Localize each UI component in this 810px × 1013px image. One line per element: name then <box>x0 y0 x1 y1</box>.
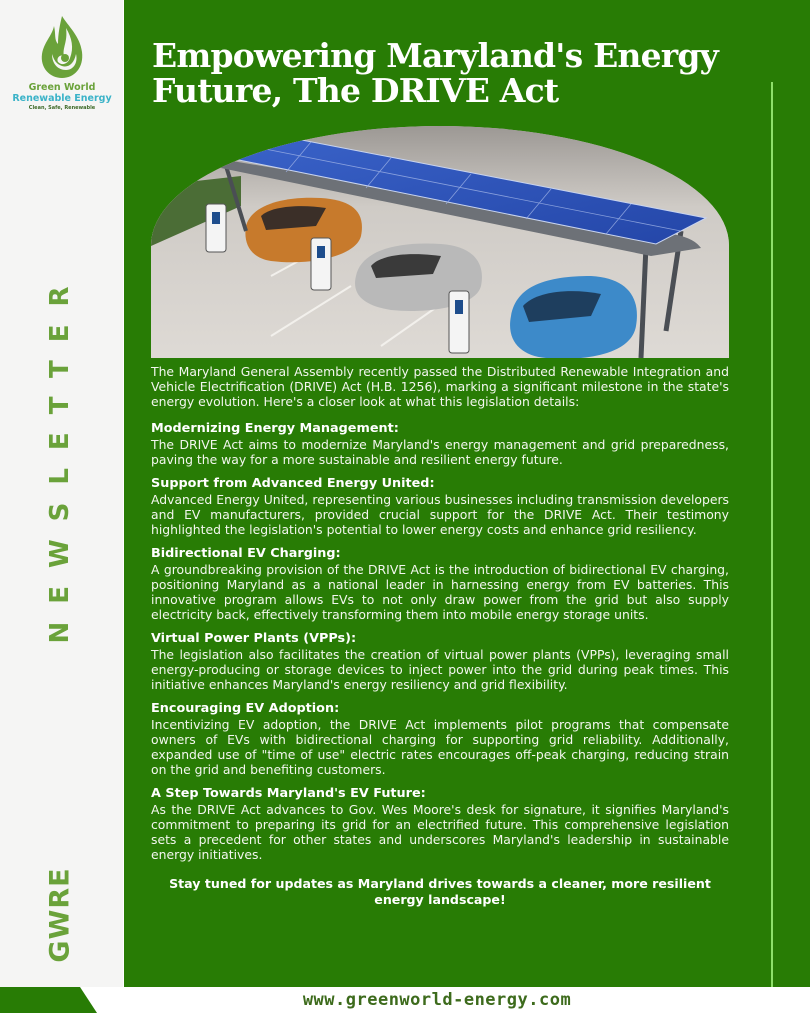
article-panel <box>124 0 810 987</box>
brand-name-line1: Green World <box>28 82 96 93</box>
section-heading: Bidirectional EV Charging: <box>151 546 341 561</box>
section-bidirectional <box>151 546 729 622</box>
section-modernizing <box>151 421 729 467</box>
section-heading: A Step Towards Maryland's EV Future: <box>151 786 426 801</box>
article-content <box>151 364 729 908</box>
solar-carport-illustration <box>151 126 729 358</box>
section-heading: Support from Advanced Energy United: <box>151 476 435 491</box>
section-heading: Encouraging EV Adoption: <box>151 701 340 716</box>
website-link[interactable]: www.greenworld-energy.com <box>302 990 572 1010</box>
article-intro: The Maryland General Assembly recently passed the Distributed Renewable Integration and Vehicle Electrification (DRIVE) Act (H.B. 1256), marking a significant milestone in the state's energy evolution. Here's a closer look at what this legislation details: <box>151 364 729 409</box>
brand-logo <box>8 14 116 112</box>
section-body: Advanced Energy United, representing various businesses including transmission developers and EV manufacturers, provided crucial support for the DRIVE Act. Their testimony highlighted the legislation's potential to lower energy costs and enhance grid resiliency. <box>151 492 729 537</box>
section-body: A groundbreaking provision of the DRIVE Act is the introduction of bidirectional EV charging, positioning Maryland as a national leader in harnessing energy from EV batteries. This innovative program allows EVs to not only draw power from the grid but also supply electricity back, effectively transforming them into mobile energy storage units. <box>151 562 729 622</box>
section-ev-future <box>151 786 729 862</box>
newsletter-vertical-label: NEWSLETTER <box>45 268 75 644</box>
bottom-left-accent <box>0 987 97 1013</box>
section-vpps <box>151 631 729 692</box>
section-body: The legislation also facilitates the creation of virtual power plants (VPPs), leveraging small energy-producing or storage devices to inject power into the grid during peak times. This initiative enhances Maryland's energy resiliency and grid flexibility. <box>151 647 729 692</box>
article-title: Empowering Maryland's Energy Future, The DRIVE Act <box>152 36 719 110</box>
sidebar <box>0 0 123 987</box>
closing-statement: Stay tuned for updates as Maryland drives towards a cleaner, more resilient energy landscape! <box>169 876 711 907</box>
section-ev-adoption <box>151 701 729 777</box>
section-heading: Virtual Power Plants (VPPs): <box>151 631 357 646</box>
section-heading: Modernizing Energy Management: <box>151 421 399 436</box>
section-body: Incentivizing EV adoption, the DRIVE Act implements pilot programs that compensate owners of EVs with bidirectional charging for supporting grid reliability. Additionally, expanded use of "time of use" electric rates encourages off-peak charging, reducing strain on the grid and benefiting customers. <box>151 717 729 777</box>
section-body: The DRIVE Act aims to modernize Maryland's energy management and grid preparedness, paving the way for a more sustainable and resilient energy future. <box>151 437 729 467</box>
brand-name-line2: Renewable Energy <box>12 93 112 104</box>
vertical-divider <box>771 82 773 987</box>
section-body: As the DRIVE Act advances to Gov. Wes Moore's desk for signature, it signifies Maryland's commitment to preparing its grid for an electrified future. This comprehensive legislation sets a precedent for other states and underscores Maryland's leadership in sustainable energy initiatives. <box>151 802 729 862</box>
gwre-vertical-label: GWRE <box>44 867 76 963</box>
section-support <box>151 476 729 537</box>
flame-leaf-icon <box>38 14 86 80</box>
hero-image <box>151 126 729 358</box>
brand-tagline: Clean, Safe, Renewable <box>28 105 96 111</box>
